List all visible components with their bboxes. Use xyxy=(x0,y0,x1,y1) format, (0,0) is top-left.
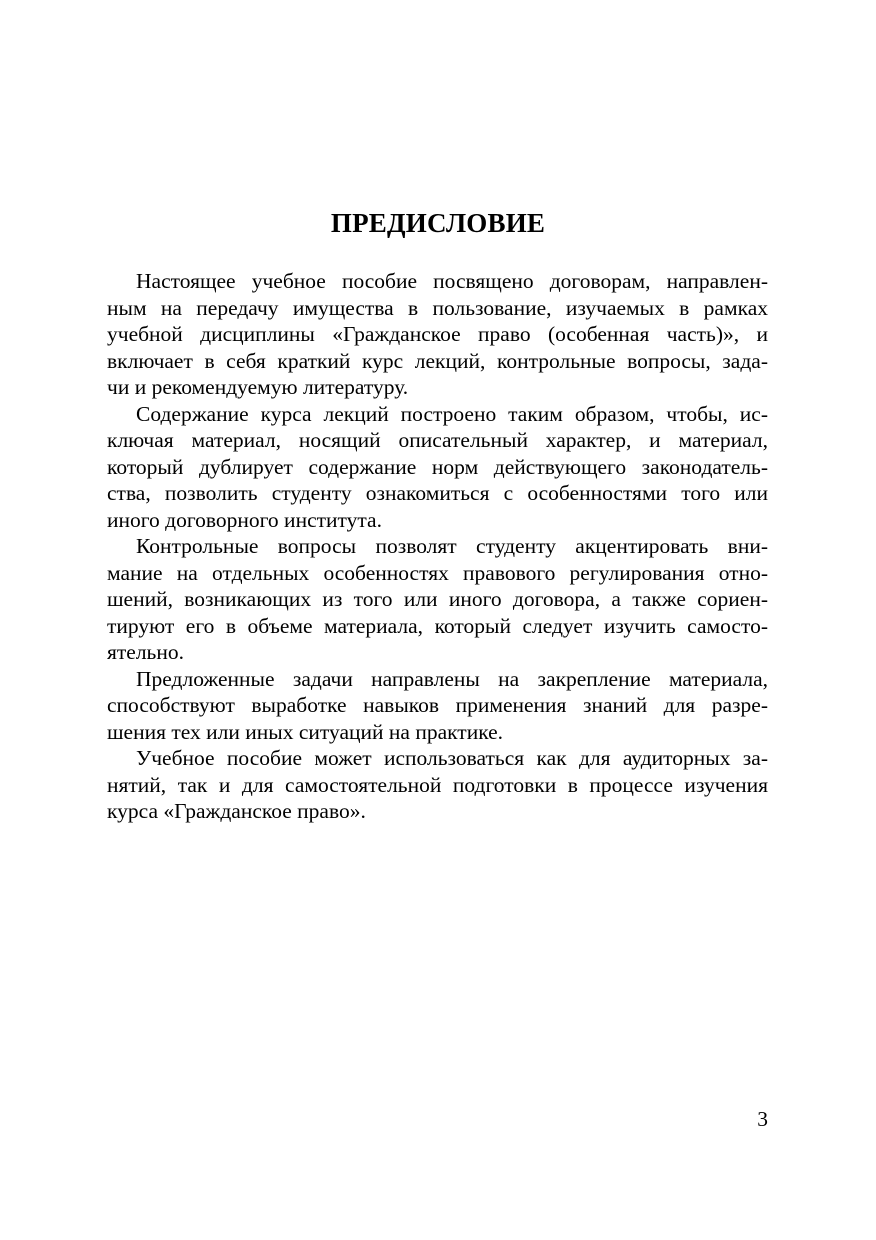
paragraph-1 xyxy=(107,268,768,401)
text-line: ключая материал, носящий описательный характер, и материал, xyxy=(107,428,768,452)
page-title: ПРЕДИСЛОВИЕ xyxy=(330,208,546,238)
text-line: чи и рекомендуемую литературу. xyxy=(107,375,409,399)
text-line: ства, позволить студенту ознакомиться с особенностями того или xyxy=(107,481,768,505)
text-line: включает в себя краткий курс лекций, контрольные вопросы, зада- xyxy=(107,348,768,373)
text-line: Контрольные вопросы позволят студенту акцентировать вни- xyxy=(136,534,768,558)
paragraph-3 xyxy=(107,533,768,666)
text-line: ным на передачу имущества в пользование, изучаемых в рамках xyxy=(107,295,768,320)
text-line: шений, возникающих из того или иного договора, а также сориен- xyxy=(107,587,768,611)
text-line: который дублирует содержание норм действующего законодатель- xyxy=(107,454,768,479)
text-line: иного договорного института. xyxy=(107,507,382,532)
text-line: учебной дисциплины «Гражданское право (особенная часть)», и xyxy=(107,322,768,346)
text-line: мание на отдельных особенностях правового регулирования отно- xyxy=(107,560,768,585)
text-line: Предложенные задачи направлены на закрепление материала, xyxy=(136,666,768,691)
text-line: курса «Гражданское право». xyxy=(107,799,366,823)
text-line: нятий, так и для самостоятельной подготовки в процессе изучения xyxy=(107,772,768,797)
text-line: Учебное пособие может использоваться как для аудиторных за- xyxy=(136,746,768,770)
page-number: 3 xyxy=(757,1107,768,1131)
text-line: ятельно. xyxy=(107,640,184,664)
text-line: Содержание курса лекций построено таким образом, чтобы, ис- xyxy=(136,401,768,426)
paragraph-4 xyxy=(107,666,768,746)
text-line: шения тех или иных ситуаций на практике. xyxy=(107,719,504,744)
text-line: Настоящее учебное пособие посвящено договорам, направлен- xyxy=(136,269,768,293)
paragraph-5 xyxy=(107,745,768,825)
body-text xyxy=(107,268,768,825)
text-line: тируют его в объеме материала, который следует изучить самосто- xyxy=(107,613,768,638)
text-line: способствуют выработке навыков применения знаний для разре- xyxy=(107,693,768,717)
paragraph-2 xyxy=(107,401,768,534)
